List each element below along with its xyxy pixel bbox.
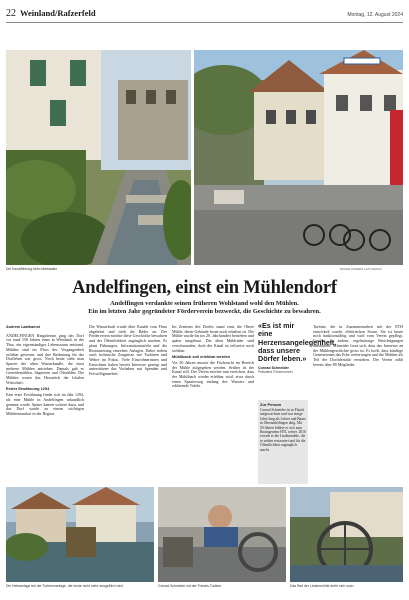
pull-quote-role: Präsident Förderverein [258, 370, 293, 375]
photo-hebeanlage [6, 487, 154, 582]
caption-bottom-left: Die Hebeanlage bei der Turbinenanlage, die heute nicht mehr ausgeführt wird. [6, 584, 124, 588]
person-box-body: Conrad Schneider ist in Flaach aufgewachsen und war einige Jahre lang als Lehrer und Bauer in Oberandelfingen tätig. Mit 50 Jahren bildete er sich zum Bauingenieur HTL weiter. 2016 erwarb er die Lindenmühle, die er seither restauriert und für die Öffentlichkeit zugänglich macht. [260, 408, 306, 452]
photo-mill-wheel [290, 487, 403, 582]
person-info-box [258, 400, 308, 484]
pull-quote-author: Conrad Schneider [258, 366, 289, 371]
canal-illustration [6, 50, 191, 265]
article-column-2 [89, 325, 167, 485]
person-box-title: Zur Person [260, 402, 282, 407]
photo-turbine [158, 487, 286, 582]
mill-wheel-illustration [290, 487, 403, 582]
column-2-text: Die Wasserkraft wurde über Kanäle vom Fluss abgeleitet und trieb die Räder an. Der Förderverein möchte diese Geschichte bewahren und der Öffentlichkeit zugänglich machen. Er plant Führungen, Informationstafeln und die Restaurierung einzelner Anlagen. Dabei stehen auch technische Zeugnisse wie Turbinen und Wehre im Fokus. Viele Einwohnerinnen und Einwohner haben bereits Interesse gezeigt und unterstützen das Vorhaben mit Spenden und Freiwilligenarbeit. [89, 325, 167, 377]
pull-quote-text: «Es ist mir eine Herzensangelegenheit, dass unsere Dörfer leben.» [258, 321, 337, 364]
column-1-text: ANDELFINGEN Ringsherum ging das Dorf vor rund 150 Jahren eines in Weinland, in der Thur, ein eigenständiger Lebensraum entstand. Mühlen sind im Fluss der Vergangenheit sichtbar gewesen, und ihre Bedeutung für das Dorfleben war gross. Noch heute sieht man Spuren der alten Wasserkanäle, die einst mehrere Mühlen antrieben. Damals gab es Getreidemühlen, Sägereien und Ölmühlen. Die Mühlen waren das Herzstück der lokalen Wirtschaft. [6, 332, 84, 385]
article-column-3 [172, 325, 254, 485]
page-header [6, 8, 403, 23]
article-subhead-2: Ein im letzten Jahr gegründeter Förderverein bezweckt, die Geschichte zu bewahren. [88, 308, 321, 315]
column-1-text-b: Eine erste Erwähnung findet sich im Jahr 1294, als eine Mühle in Andelfingen urkundlich genannt wurde. Später kamen weitere dazu, und das Dorf wurde zu einem wichtigen Mühlenstandort in der Region. [6, 392, 84, 416]
column-5-text: Turbine, die in Zusammenarbeit mit der ETH entwickelt wurde, elektrischen Strom. Sie ist heute noch funktionsfähig und wird vom Verein gepflegt. Geplant ist zudem, regelmässige Besichtigungen anzubieten. Schneider freut sich, dass das Interesse an der Mühlengeschichte gross ist. Er hofft, dass künftige Generationen das Erbe weitertragen und die Mühlen als Teil der Dorfidentität verstehen. Der Verein zählt bereits über 80 Mitglieder. [313, 325, 403, 367]
photo-street [194, 50, 403, 265]
column-1-subhead: Erster Erwähnung 1294 [6, 386, 50, 392]
pull-quote [258, 321, 337, 375]
caption-bottom-right: Das Rad der Lindenmühle dreht sich noch. [290, 584, 355, 588]
article-subhead-1: Andelfingen verdankte seinen früheren Wohlstand wohl den Mühlen. [110, 300, 299, 307]
street-illustration [194, 50, 403, 265]
column-3-text: Im Zentrum des Dorfes stand einst die Obere Mühle, deren Gebäude heute noch erhalten ist. Die Mühle wurde bis ins 20. Jahrhundert betrieben und später umgebaut. Die alten Mühlräder sind verschwunden, doch der Kanal ist teilweise noch sichtbar. [172, 325, 254, 353]
caption-bottom-mid: Conrad Schneider mit der Franzis-Turbine. [158, 584, 223, 588]
photo-canal [6, 50, 191, 265]
column-3-subhead: Mühlibach soll erlebbar werden [172, 354, 231, 360]
byline: Andrew Laathaeroi [6, 325, 41, 329]
hebeanlage-illustration [6, 487, 154, 582]
article-column-1 [6, 325, 84, 485]
column-3-text-b: Vor 30 Jahren musste die Fischzucht im Bereich der Mühle aufgegeben werden. Seither ist der Kanal still. Der Verein möchte nun erreichen, dass der Mühlibach wieder erlebbar wird, etwa durch einen Spazierweg entlang des Wassers und erklärende Tafeln. [172, 359, 254, 389]
article-headline: Andelfingen, einst ein Mühlendorf [72, 278, 337, 298]
issue-date: Montag, 12. August 2024 [347, 12, 403, 18]
article-column-5 [313, 325, 403, 485]
page-number: 22 [6, 8, 16, 19]
caption-top-right: BILDER ANDREW LAATHARGIO [340, 267, 382, 271]
section-title: Weinland/Rafzerfeld [20, 8, 96, 18]
caption-top-left: Die Kanalführung beim Marktplatz [6, 267, 58, 271]
turbine-illustration [158, 487, 286, 582]
